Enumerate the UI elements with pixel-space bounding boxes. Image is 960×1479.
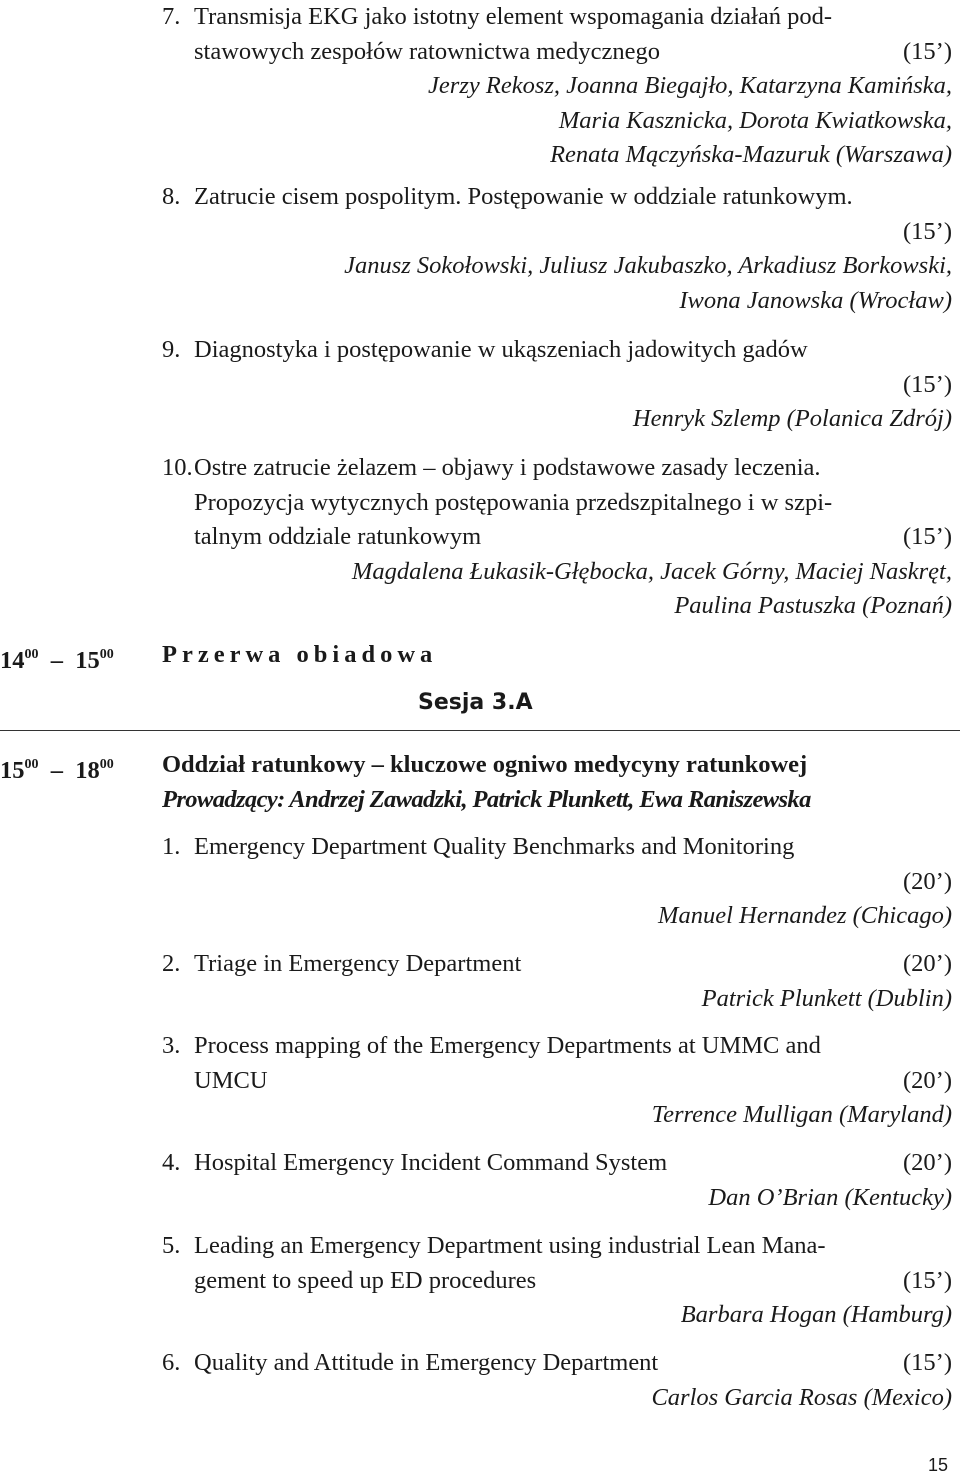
item-authors: Jerzy Rekosz, Joanna Biegajło, Katarzyna Kamińska, — [428, 72, 952, 99]
item-duration: (20’) — [903, 950, 952, 977]
program-item — [162, 333, 952, 437]
item-number: 1. — [162, 833, 181, 860]
item-number: 2. — [162, 950, 181, 977]
item-title: gement to speed up ED procedures — [194, 1266, 537, 1294]
item-authors: Henryk Szlemp (Polanica Zdrój) — [632, 405, 952, 432]
item-number: 10. — [162, 454, 193, 481]
program-item — [162, 1146, 952, 1215]
item-title: Quality and Attitude in Emergency Department — [194, 1349, 659, 1376]
item-duration: (20’) — [903, 1066, 952, 1094]
item-authors: Iwona Janowska (Wrocław) — [679, 286, 952, 314]
item-title: stawowych zespołów ratownictwa medycznego — [194, 37, 661, 65]
program-item — [162, 1346, 952, 1415]
item-title: UMCU — [194, 1066, 268, 1094]
page-number: 15 — [927, 1455, 948, 1475]
item-duration: (15’) — [903, 1349, 952, 1376]
divider — [0, 730, 960, 731]
item-number: 5. — [162, 1232, 181, 1259]
item-authors: Manuel Hernandez (Chicago) — [658, 902, 952, 929]
item-title: Emergency Department Quality Benchmarks and Monitoring — [194, 833, 795, 860]
item-number: 9. — [162, 336, 181, 363]
item-duration: (15’) — [903, 217, 952, 245]
item-authors: Magdalena Łukasik-Głębocka, Jacek Górny, Maciej Naskręt, — [351, 557, 952, 585]
item-number: 4. — [162, 1149, 181, 1176]
item-authors: Maria Kasznicka, Dorota Kwiatkowska, — [558, 106, 952, 134]
program-item — [162, 830, 952, 934]
break-label: Przerwa obiadowa — [162, 641, 438, 668]
item-title: Diagnostyka i postępowanie w ukąszeniach jadowitych gadów — [194, 336, 808, 363]
session-chairs: Prowadzący: Andrzej Zawadzki, Patrick Plunkett, Ewa Raniszewska — [162, 785, 811, 813]
item-duration: (20’) — [903, 1149, 952, 1176]
item-duration: (15’) — [903, 37, 952, 65]
session-header — [162, 748, 952, 817]
item-authors: Patrick Plunkett (Dublin) — [701, 984, 952, 1012]
item-number: 7. — [162, 3, 181, 30]
item-title: Leading an Emergency Department using industrial Lean Mana- — [194, 1232, 826, 1259]
item-authors: Carlos Garcia Rosas (Mexico) — [651, 1383, 952, 1411]
item-authors: Janusz Sokołowski, Juliusz Jakubaszko, Arkadiusz Borkowski, — [344, 252, 952, 279]
item-authors: Barbara Hogan (Hamburg) — [680, 1301, 952, 1328]
break-time: $14^{00} - 15^{00}$ — [0, 647, 114, 674]
session-time: $15^{00} - 18^{00}$ — [0, 757, 114, 784]
item-authors: Dan O’Brian (Kentucky) — [708, 1183, 952, 1211]
item-title: Triage in Emergency Department — [194, 950, 522, 977]
item-duration: (15’) — [903, 370, 952, 398]
session-title: Oddział ratunkowy – kluczowe ogniwo medycyny ratunkowej — [162, 751, 808, 778]
item-title: Process mapping of the Emergency Departments at UMMC and — [194, 1032, 821, 1059]
program-item — [162, 1029, 952, 1133]
item-authors: Renata Mączyńska-Mazuruk (Warszawa) — [550, 141, 952, 168]
item-title: Zatrucie cisem pospolitym. Postępowanie w oddziale ratunkowym. — [194, 183, 853, 210]
item-authors: Paulina Pastuszka (Poznań) — [674, 592, 952, 619]
item-authors: Terrence Mulligan (Maryland) — [651, 1101, 952, 1128]
program-item — [162, 180, 952, 318]
program-item — [162, 1229, 952, 1333]
item-duration: (15’) — [903, 523, 952, 550]
program-item — [162, 0, 952, 173]
item-duration: (20’) — [903, 867, 952, 895]
item-number: 3. — [162, 1032, 181, 1059]
item-title: Propozycja wytycznych postępowania przedszpitalnego i w szpi- — [194, 488, 833, 516]
item-title: Hospital Emergency Incident Command System — [194, 1149, 668, 1176]
item-number: 6. — [162, 1349, 181, 1376]
item-duration: (15’) — [903, 1266, 952, 1294]
item-title: talnym oddziale ratunkowym — [194, 523, 482, 550]
item-title: Transmisja EKG jako istotny element wspomagania działań pod- — [194, 3, 833, 30]
item-number: 8. — [162, 183, 181, 210]
item-title: Ostre zatrucie żelazem – objawy i podstawowe zasady leczenia. — [194, 454, 821, 481]
session-label: Sesja 3.A — [418, 690, 533, 715]
program-item — [162, 947, 952, 1016]
program-item — [162, 451, 952, 624]
